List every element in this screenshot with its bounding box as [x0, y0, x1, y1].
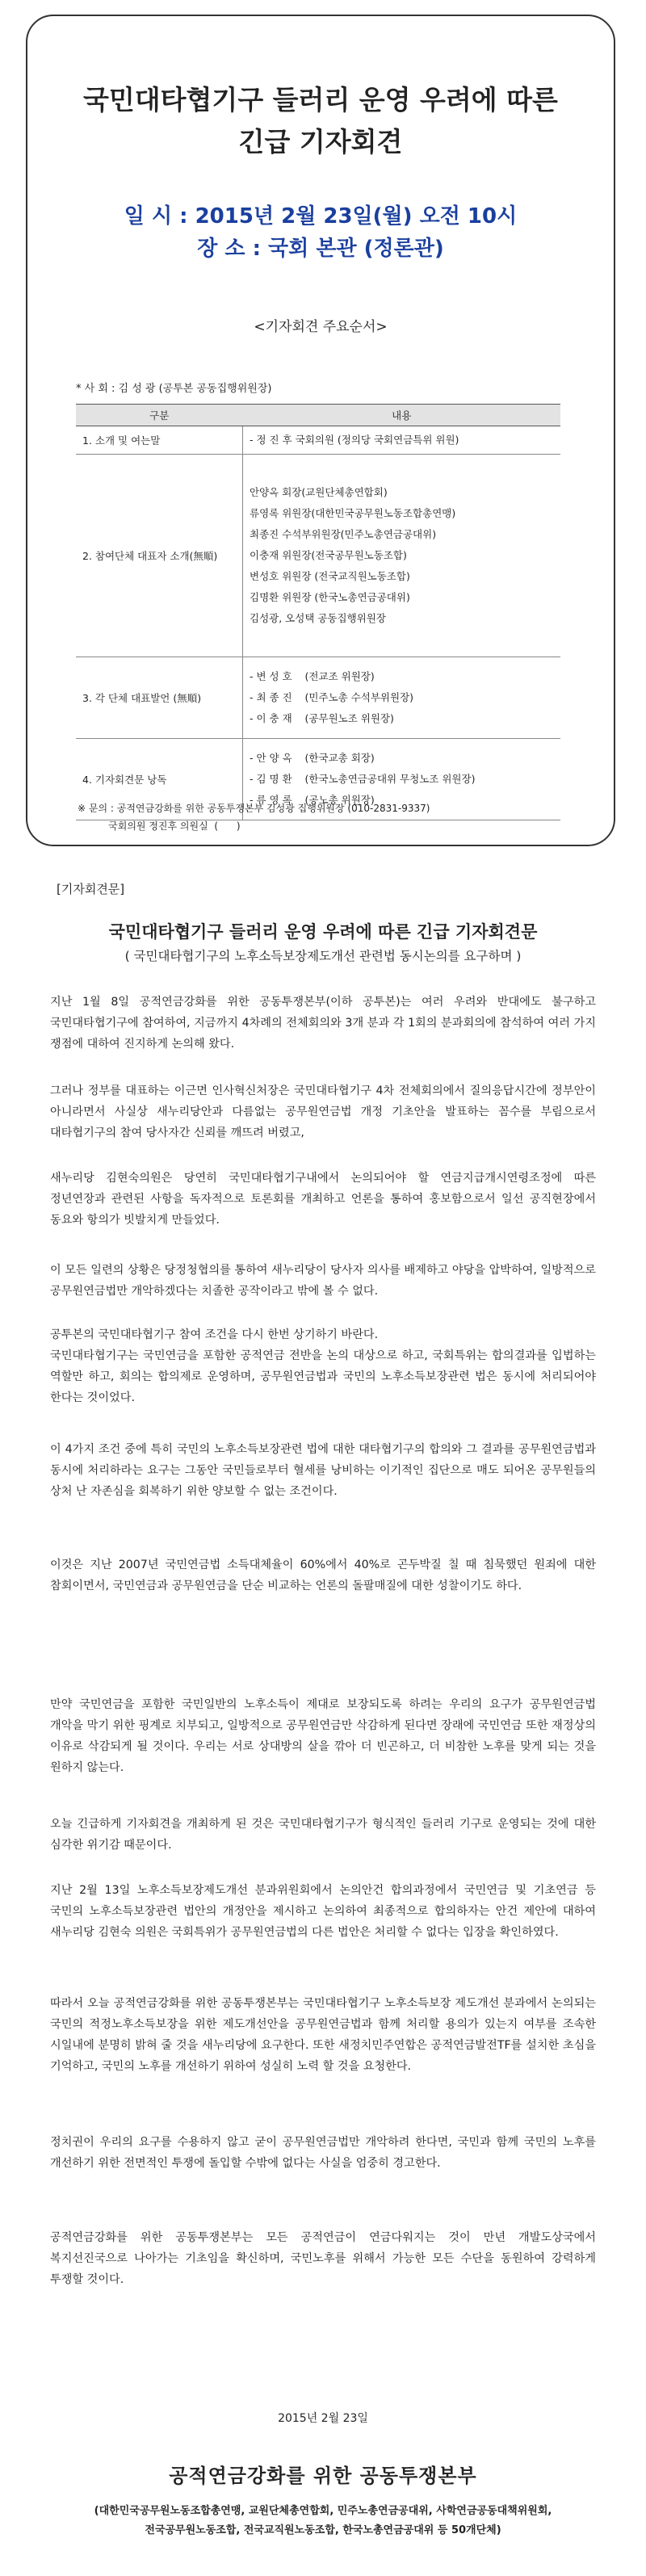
statement-tag: [기자회견문] — [57, 882, 125, 896]
agenda-line: - 최 종 진 (민주노총 수석부위원장) — [250, 691, 414, 703]
table-row — [76, 657, 560, 739]
agenda-heading: <기자회견 주요순서> — [254, 319, 388, 335]
agenda-line: 김명환 위원장 (한국노총연금공대위) — [250, 591, 410, 603]
agenda-line: 이충재 위원장(전국공무원노동조합) — [250, 549, 407, 561]
agenda-line: - 류 영 록 (공노총 위원장) — [250, 794, 375, 806]
organization-members-line: (대한민국공무원노동조합총연맹, 교원단체총연합회, 민주노총연금공대위, 사학연금공동대책위원회, — [94, 2505, 552, 2517]
statement-paragraph: 정치권이 우리의 요구를 수용하지 않고 굳이 공무원연금법만 개악하려 한다면, 국민과 함께 국민의 노후를 개선하기 위한 전면적인 투쟁에 돌입할 수밖에 없다는 사실을 엄중히 경고한다. — [50, 2136, 596, 2170]
table-row — [76, 426, 560, 455]
agenda-table — [76, 404, 560, 820]
statement-paragraph: 지난 1월 8일 공적연금강화를 위한 공동투쟁본부(이하 공투본)는 여러 우려와 반대에도 불구하고 국민대타협기구에 참여하여, 지금까지 4차례의 전체회의와 3개 분과 각 1회의 분과회의에 참석하여 여러 가지 쟁점에 대하여 진지하게 논의해 왔다. — [50, 996, 596, 1051]
statement-paragraph: 공투본의 국민대타협기구 참여 조건을 다시 한번 상기하기 바란다. 국민대타협기구는 국민연금을 포함한 공적연금 전반을 논의 대상으로 하고, 국회특위는 합의결과를 입법하는 역할만 하고, 회의는 합의제로 운영하며, 공무원연금법과 국민의 노후소득보장관련 법은 동시에 처리되어야 한다는 것이었다. — [50, 1328, 596, 1404]
notice-title-line2: 긴급 기자회견 — [238, 126, 403, 157]
statement-title: 국민대타협기구 들러리 운영 우려에 따른 긴급 기자회견문 — [108, 922, 538, 942]
agenda-item: 3. 각 단체 대표발언 (無順) — [76, 657, 243, 739]
organization-members — [0, 2502, 646, 2540]
agenda-line: - 안 양 옥 (한국교총 회장) — [250, 752, 375, 764]
statement-subtitle: ( 국민대타협기구의 노후소득보장제도개선 관련법 동시논의를 요구하며 ) — [124, 949, 522, 963]
agenda-line: 김성광, 오성택 공동집행위원장 — [250, 612, 386, 624]
header-item: 구분 — [76, 405, 243, 426]
statement-paragraph: 새누리당 김현숙의원은 당연히 국민대타협기구내에서 논의되어야 할 연금지급개시연령조정에 따른 정년연장과 관련된 사항을 독자적으로 토론회를 개최하고 언론을 통하여 홍보함으로서 일선 공직현장에서 동요와 항의가 빗발치게 만들었다. — [50, 1172, 596, 1227]
statement-paragraph: 오늘 긴급하게 기자회견을 개최하게 된 것은 국민대타협기구가 형식적인 들러리 기구로 운영되는 것에 대한 심각한 위기감 때문이다. — [50, 1818, 596, 1852]
contact-info — [78, 799, 430, 835]
schedule-place: 장 소 : 국회 본관 (정론관) — [197, 237, 444, 261]
agenda-line: 류영록 위원장(대한민국공무원노동조합총연맹) — [250, 507, 456, 519]
organization-name: 공적연금강화를 위한 공동투쟁본부 — [169, 2465, 477, 2487]
agenda-item: 2. 참여단체 대표자 소개(無順) — [76, 455, 243, 657]
agenda-line: - 변 성 호 (전교조 위원장) — [250, 670, 375, 682]
agenda-line: 최종진 수석부위원장(민주노총연금공대위) — [250, 528, 437, 540]
statement-paragraph: 지난 2월 13일 노후소득보장제도개선 분과위원회에서 논의안건 합의과정에서 국민연금 및 기초연금 등 국민의 노후소득보장관련 법안의 개정안을 제시하고 논의하여 최종적으로 합의하자는 안건 제안에 대하여 새누리당 김현숙 의원은 국회특위가 공무원연금법의 다른 법안은 처리할 수 없다는 입장을 확인하였다. — [50, 1884, 596, 1939]
agenda-content — [243, 455, 561, 657]
statement-paragraph: 공적연금강화를 위한 공동투쟁본부는 모든 공적연금이 연금다워지는 것이 만년 개발도상국에서 복지선진국으로 나아가는 기초임을 확신하며, 국민노후를 위해서 가능한 모든 수단을 동원하여 강력하게 투쟁할 것이다. — [50, 2231, 596, 2286]
agenda-line: 안양옥 회장(교원단체총연합회) — [250, 486, 388, 498]
schedule-info — [27, 200, 614, 265]
notice-title — [27, 79, 614, 163]
statement-paragraph: 따라서 오늘 공적연금강화를 위한 공동투쟁본부는 국민대타협기구 노후소득보장 제도개선 분과에서 논의되는 국민의 적정노후소득보장을 위한 제도개선안을 공무원연금법과 함께 처리할 용의가 있는지 여부를 조속한 시일내에 분명히 밝혀 줄 것을 새누리당에 요구한다. 또한 새정치민주연합은 공적연금발전TF를 설치한 초심을 기억하고, 국민의 노후를 개선하기 위하여 성실히 노력 할 것을 요청한다. — [50, 1997, 596, 2073]
agenda-line: - 이 충 재 (공무원노조 위원장) — [250, 712, 394, 724]
statement-date: 2015년 2월 23일 — [278, 2412, 368, 2425]
contact-line: ※ 문의 : 공적연금강화를 위한 공동투쟁본부 김성광 집행위원장 (010-2831-9337) — [78, 803, 430, 814]
press-notice-box — [26, 15, 615, 846]
agenda-table-header — [76, 405, 560, 426]
statement-paragraph: 이 모든 일련의 상황은 당정청협의를 통하여 새누리당이 당사자 의사를 배제하고 야당을 압박하여, 일방적으로 공무원연금법만 개악하겠다는 치졸한 공작이라고 밖에 볼 수 없다. — [50, 1264, 596, 1298]
agenda-content — [243, 657, 561, 739]
organization-members-line: 전국공무원노동조합, 전국교직원노동조합, 한국노총연금공대위 등 50개단체) — [145, 2524, 501, 2536]
notice-title-line1: 국민대타협기구 들러리 운영 우려에 따른 — [83, 84, 558, 115]
agenda-item: 1. 소개 및 여는말 — [76, 426, 243, 455]
agenda-content — [243, 426, 561, 455]
contact-line: 국회의원 정진후 의원실 ( ) — [78, 820, 241, 832]
agenda-line: 변성호 위원장 (전국교직원노동조합) — [250, 570, 410, 582]
schedule-time: 일 시 : 2015년 2월 23일(월) 오전 10시 — [124, 204, 518, 229]
agenda-item: 4. 기자회견문 낭독 — [76, 739, 243, 820]
header-content: 내용 — [243, 405, 561, 426]
table-row — [76, 455, 560, 657]
statement-paragraph: 그러나 정부를 대표하는 이근면 인사혁신처장은 국민대타협기구 4차 전체회의에서 질의응답시간에 정부안이 아니라면서 사실상 새누리당안과 다름없는 공무원연금법 개정 기초안을 발표하는 꼼수를 부림으로서 대타협기구의 참여 당사자간 신뢰를 깨뜨려 버렸고, — [50, 1085, 596, 1139]
statement-paragraph: 이 4가지 조건 중에 특히 국민의 노후소득보장관련 법에 대한 대타협기구의 합의와 그 결과를 공무원연금법과 동시에 처리하라는 요구는 그동안 국민들로부터 혈세를 낭비하는 이기적인 집단으로 매도 되어온 공무원들의 상처 난 자존심을 회복하기 위한 양보할 수 없는 조건이다. — [50, 1443, 596, 1498]
statement-paragraph: 이것은 지난 2007년 국민연금법 소득대체율이 60%에서 40%로 곤두박질 칠 때 침묵했던 원죄에 대한 참회이면서, 국민연금과 공무원연금을 단순 비교하는 언론의 돌팔매질에 대한 성찰이기도 하다. — [50, 1559, 596, 1592]
statement-paragraph: 만약 국민연금을 포함한 국민일반의 노후소득이 제대로 보장되도록 하려는 우리의 요구가 공무원연금법 개악을 막기 위한 핑계로 치부되고, 일방적으로 공무원연금만 삭감하게 된다면 장래에 국민연금 또한 재정상의 이유로 삭감되게 될 것이다. 우리는 서로 상대방의 살을 깎아 더 빈곤하고, 더 비참한 노후를 맞게 되는 것을 원하지 않는다. — [50, 1698, 596, 1774]
agenda-line: - 김 명 환 (한국노총연금공대위 무청노조 위원장) — [250, 773, 476, 785]
moderator-line: * 사 회 : 김 성 광 (공투본 공동집행위원장) — [76, 383, 272, 395]
agenda-line: - 정 진 후 국회의원 (정의당 국회연금특위 위원) — [250, 434, 459, 446]
